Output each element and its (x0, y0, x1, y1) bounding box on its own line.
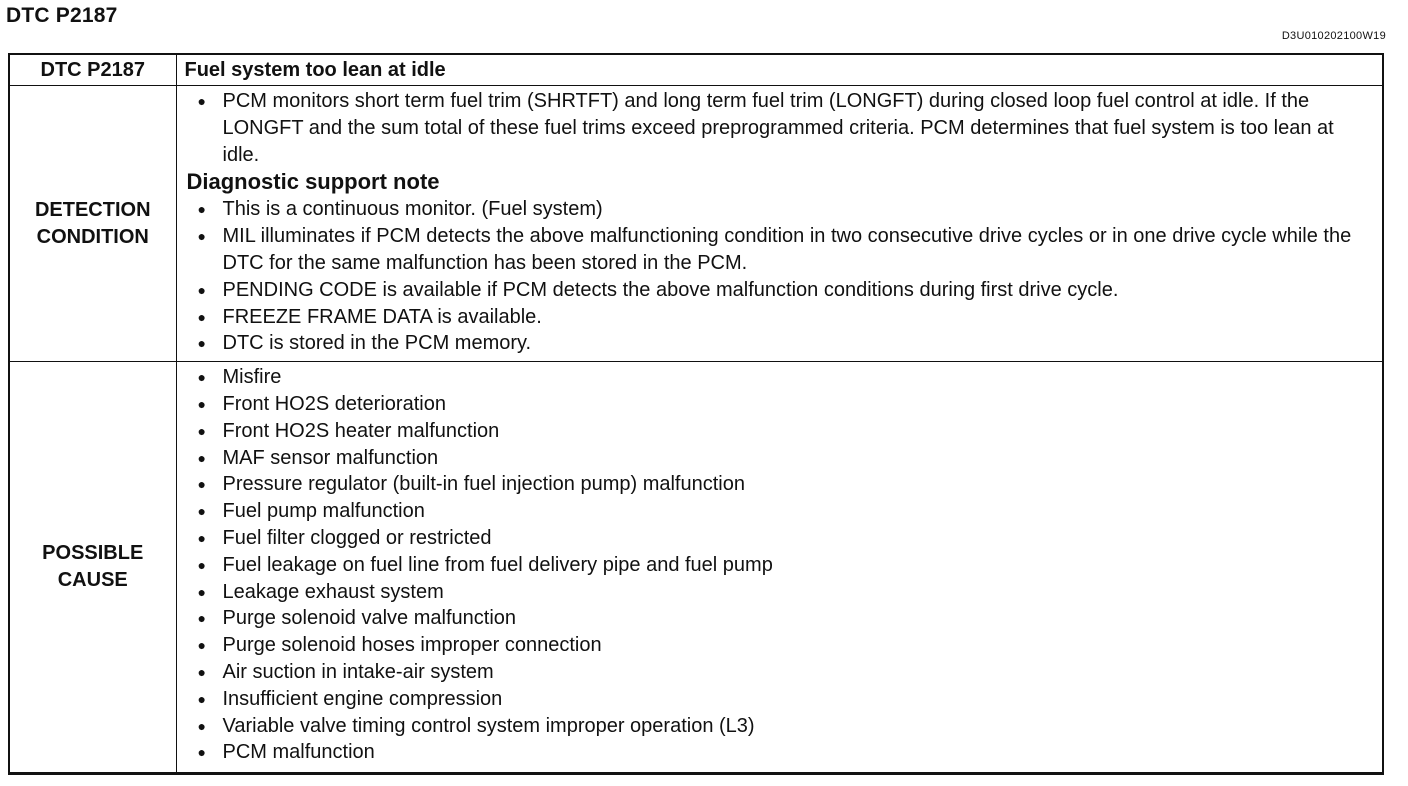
bullet-icon: ● (197, 637, 206, 654)
possible-cause-item-text: Front HO2S deterioration (222, 392, 446, 415)
possible-cause-item (187, 713, 1375, 740)
possible-cause-item (187, 739, 1375, 766)
bullet-icon: ● (197, 610, 206, 627)
possible-cause-item-text: Purge solenoid valve malfunction (222, 607, 517, 630)
bullet-icon: ● (197, 529, 206, 546)
support-note-item (187, 304, 1375, 331)
bullet-icon: ● (197, 690, 206, 707)
support-note-item (187, 330, 1375, 357)
possible-cause-item (187, 525, 1375, 552)
diagnostic-support-list (187, 196, 1375, 357)
possible-cause-item-text: MAF sensor malfunction (222, 446, 439, 469)
support-note-item-text: MIL illuminates if PCM detects the above malfunctioning condition in two consecutive drive cycles or in one drive cycle while the DTC for the same malfunction has been stored in the PCM. (222, 225, 1352, 274)
possible-cause-item-text: Fuel pump malfunction (222, 500, 425, 523)
detection-condition-row (9, 86, 1383, 362)
detection-intro-item (187, 88, 1375, 168)
bullet-icon: ● (197, 395, 206, 412)
bullet-icon: ● (197, 422, 206, 439)
diagnostic-support-note-heading: Diagnostic support note (186, 169, 440, 195)
cause-label-line1: POSSIBLE (42, 542, 144, 565)
bullet-icon: ● (197, 93, 206, 109)
support-note-item-text: FREEZE FRAME DATA is available. (222, 305, 542, 328)
bullet-icon: ● (197, 369, 206, 386)
detection-intro-item-text: PCM monitors short term fuel trim (SHRTFT) and long term fuel trim (LONGFT) during closed loop fuel control at idle. If the LONGFT and the sum total of these fuel trims exceed preprogrammed criteria. PCM determines that fuel system is too lean at idle. (222, 90, 1334, 166)
possible-cause-item-text: Variable valve timing control system improper operation (L3) (222, 714, 755, 737)
page-title: DTC P2187 (6, 4, 118, 27)
possible-cause-item-text: Pressure regulator (built-in fuel injection pump) malfunction (222, 473, 745, 496)
possible-cause-item-text: Fuel filter clogged or restricted (222, 526, 492, 549)
possible-cause-list (187, 364, 1375, 766)
detection-label-line2: CONDITION (36, 225, 149, 248)
header-description-cell: Fuel system too lean at idle (176, 54, 1383, 86)
support-note-item (187, 196, 1375, 223)
possible-cause-item-text: Misfire (222, 366, 282, 389)
support-note-item-text: PENDING CODE is available if PCM detects the above malfunction conditions during first drive cycle. (222, 278, 1119, 301)
bullet-icon: ● (197, 744, 206, 761)
bullet-icon: ● (197, 663, 206, 680)
bullet-icon: ● (197, 228, 206, 245)
table-header-row (9, 54, 1383, 86)
bullet-icon: ● (197, 503, 206, 520)
possible-cause-row (9, 362, 1383, 774)
possible-cause-item (187, 364, 1375, 391)
possible-cause-item-text: PCM malfunction (222, 741, 375, 764)
cause-label-line2: CAUSE (57, 569, 128, 592)
detection-condition-content (176, 86, 1383, 362)
possible-cause-content (176, 362, 1383, 774)
document-reference-code: D3U010202100W19 (1281, 30, 1386, 42)
bullet-icon: ● (197, 583, 206, 600)
possible-cause-item (187, 686, 1375, 713)
bullet-icon: ● (197, 476, 206, 493)
support-note-item-text: This is a continuous monitor. (Fuel system) (222, 198, 603, 221)
bullet-icon: ● (197, 556, 206, 573)
header-code-cell: DTC P2187 (9, 54, 176, 86)
possible-cause-item (187, 391, 1375, 418)
possible-cause-item (187, 498, 1375, 525)
possible-cause-item-text: Insufficient engine compression (222, 687, 503, 710)
possible-cause-item (187, 659, 1375, 686)
detection-intro-list (187, 88, 1375, 168)
possible-cause-item (187, 605, 1375, 632)
possible-cause-item-text: Purge solenoid hoses improper connection (222, 634, 602, 657)
possible-cause-item-text: Leakage exhaust system (222, 580, 444, 603)
possible-cause-item (187, 445, 1375, 472)
detection-label-line1: DETECTION (34, 198, 151, 221)
support-note-item (187, 277, 1375, 304)
possible-cause-item-text: Air suction in intake-air system (222, 660, 494, 683)
possible-cause-label (9, 362, 176, 774)
bullet-icon: ● (197, 201, 206, 218)
dtc-table (8, 53, 1384, 775)
support-note-item-text: DTC is stored in the PCM memory. (222, 332, 532, 355)
bullet-icon: ● (197, 281, 206, 298)
possible-cause-item (187, 418, 1375, 445)
possible-cause-item (187, 552, 1375, 579)
bullet-icon: ● (197, 717, 206, 734)
bullet-icon: ● (197, 308, 206, 325)
possible-cause-item-text: Fuel leakage on fuel line from fuel delivery pipe and fuel pump (222, 553, 773, 576)
detection-condition-label (9, 86, 176, 362)
bullet-icon: ● (197, 449, 206, 466)
possible-cause-item (187, 471, 1375, 498)
support-note-item (187, 223, 1375, 277)
possible-cause-item (187, 632, 1375, 659)
possible-cause-item (187, 579, 1375, 606)
bullet-icon: ● (197, 335, 206, 352)
possible-cause-item-text: Front HO2S heater malfunction (222, 419, 500, 442)
